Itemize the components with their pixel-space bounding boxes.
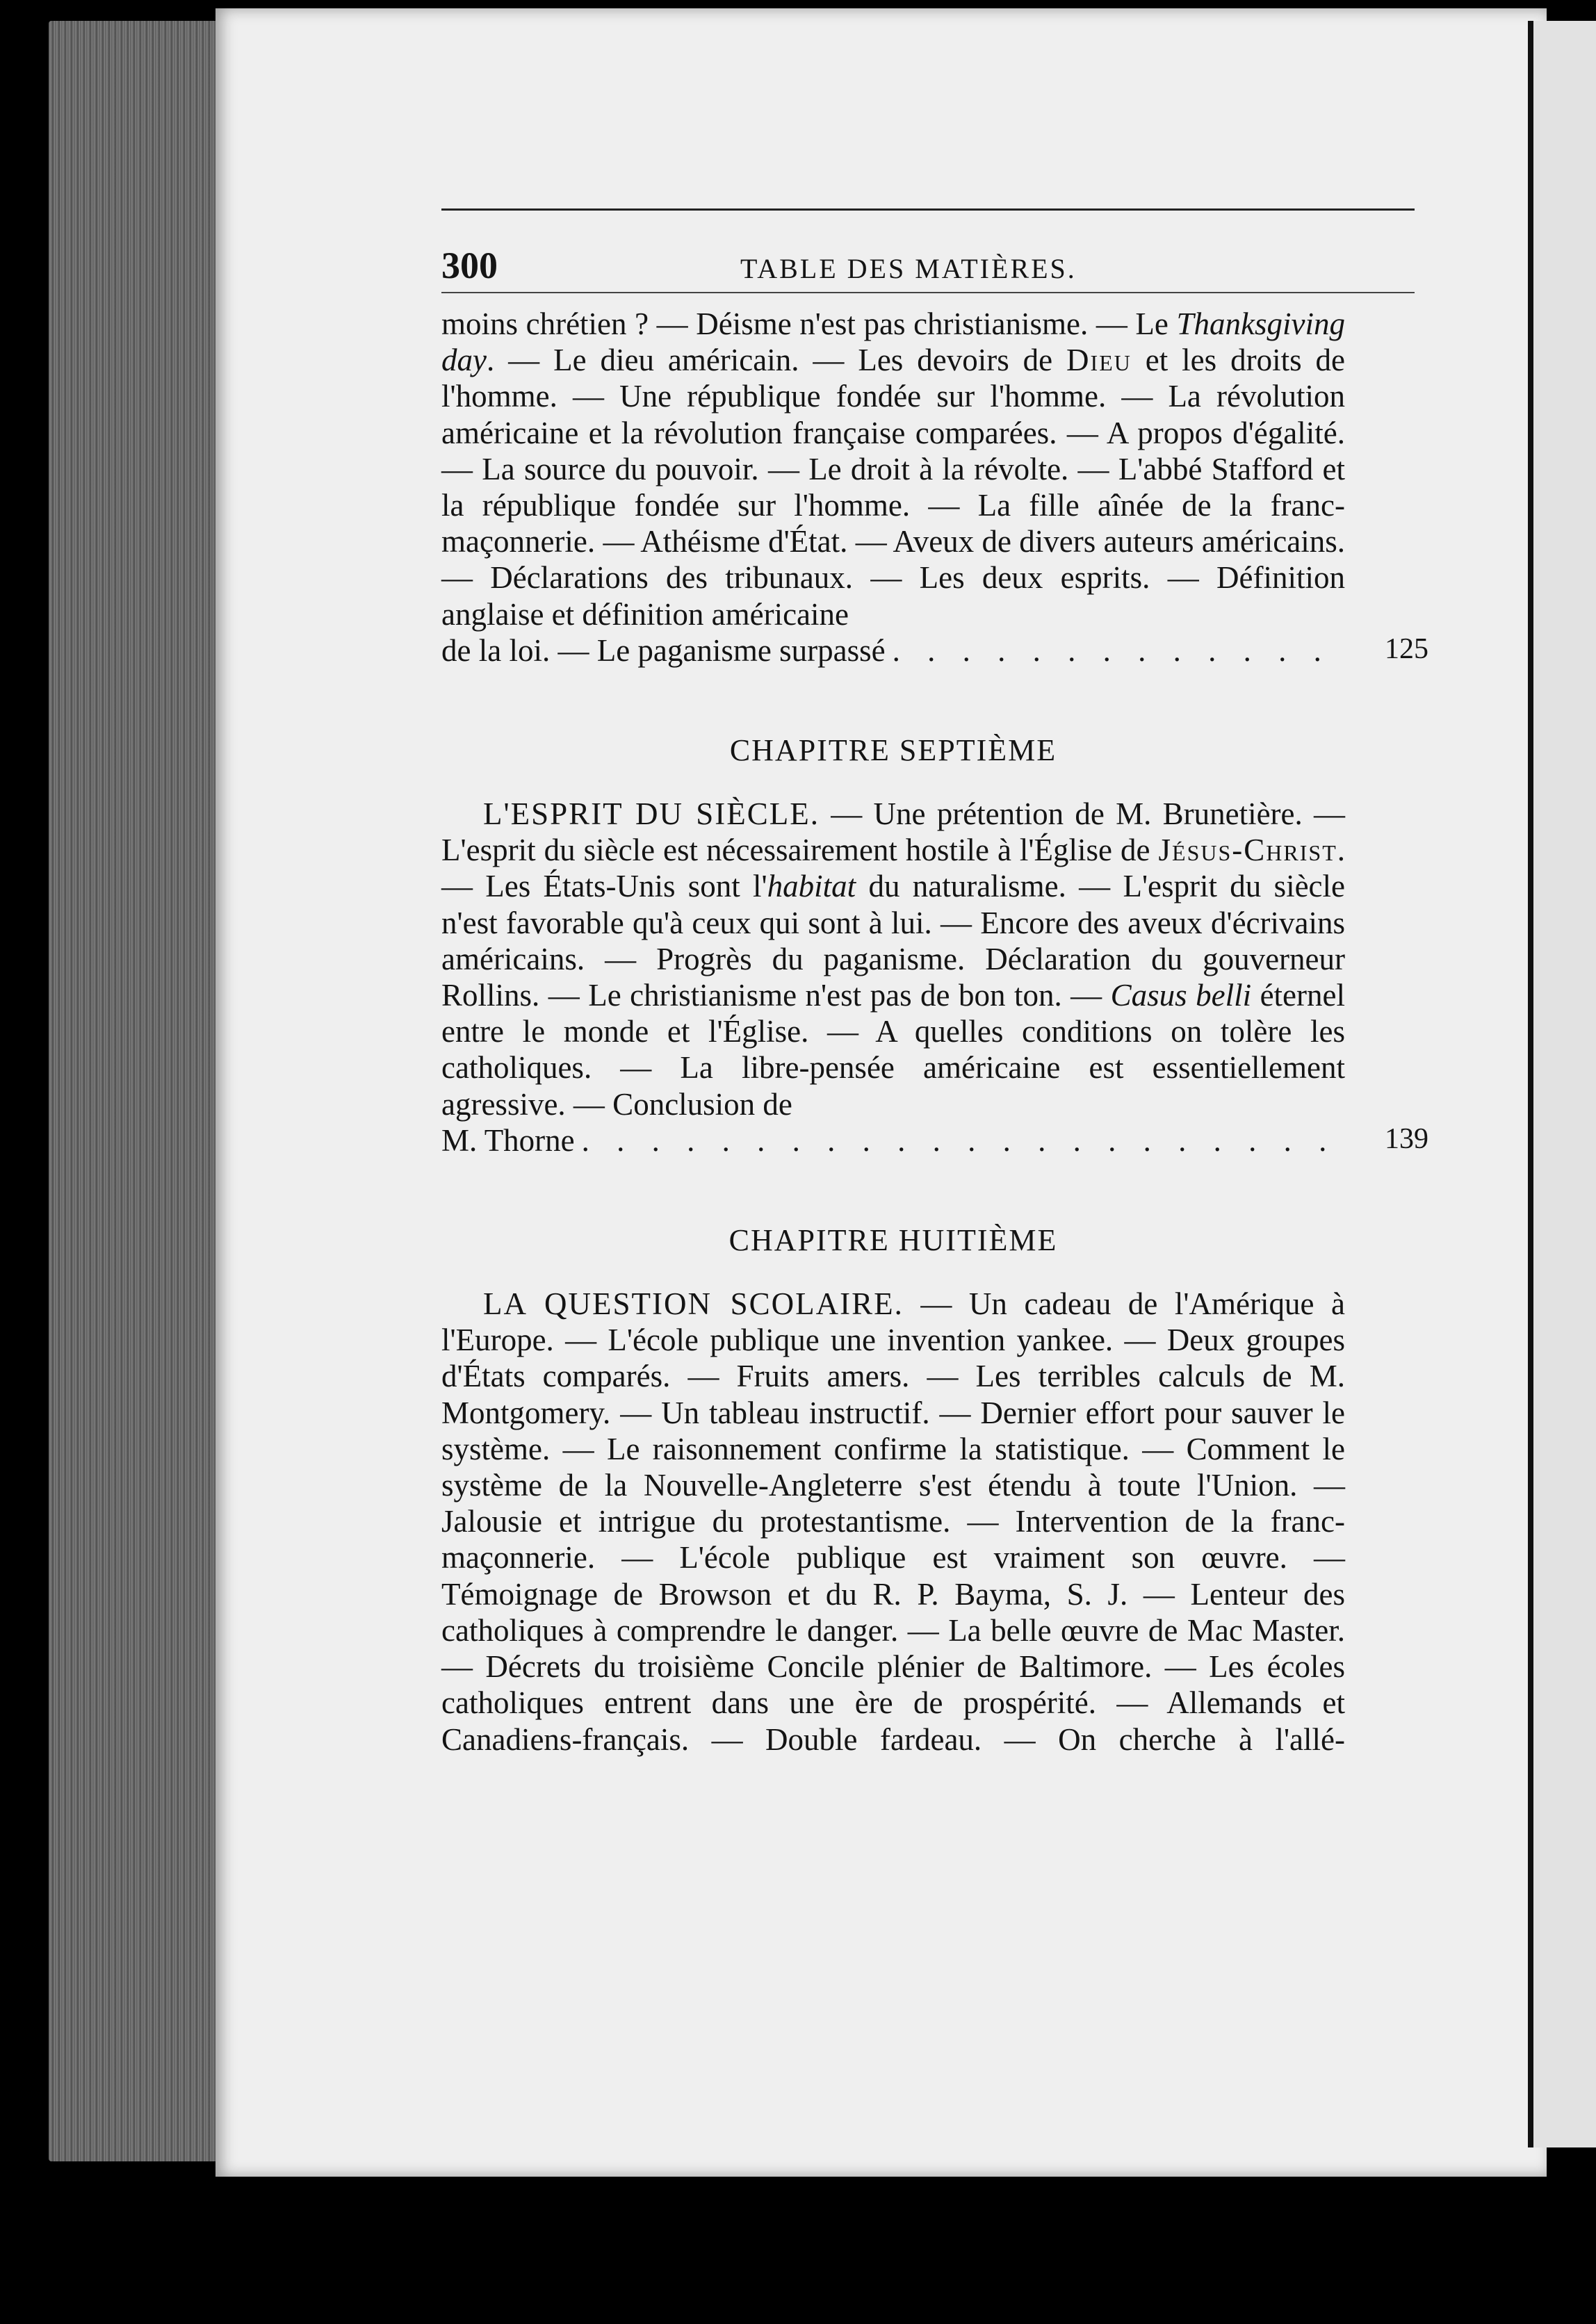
book-page-edges: [49, 21, 229, 2161]
entry-italic: habitat: [767, 869, 856, 904]
toc-page-ref: 139: [1385, 1122, 1428, 1155]
entry-text: du naturalisme. — L'esprit du siècle n'est favorable qu'à ceux qui sont à lui. — Encore des aveux d'écrivains américains. — Progrès du paganisme. Déclaration du gouverneur Rollins. — Le christianisme n'est pas de bon ton. —: [441, 869, 1346, 1013]
entry-text: et les droits de l'homme. — Une république fondée sur l'homme. — La révolution américaine et la révolution française comparées. — A propos d'égalité. — La source du pouvoir. — Le droit à la révolte. — L'abbé Stafford et la république fondée sur l'homme. — La fille aînée de la franc-maçonnerie. — Athéisme d'État. — Aveux de divers auteurs américains. — Déclarations des tribunaux. — Les deux esprits. — Définition anglaise et définition américaine: [441, 343, 1345, 632]
entry-text: moins chrétien ? — Déisme n'est pas christianisme. — Le: [441, 306, 1177, 341]
entry-smallcaps: Jésus-Christ: [1158, 833, 1337, 868]
toc-entry-chapter-8: [441, 1286, 1345, 1758]
header-bottom-rule: [441, 292, 1415, 293]
entry-subject: LA QUESTION SCOLAIRE.: [483, 1286, 904, 1322]
toc-entry-chapter-7: [441, 796, 1345, 1122]
leader-dots: [582, 1122, 1345, 1159]
entry-last-text: de la loi. — Le paganisme surpassé: [441, 632, 886, 668]
toc-entry-last-line: [441, 1122, 1428, 1159]
running-header: [441, 211, 1428, 286]
entry-smallcaps: Dieu: [1066, 343, 1132, 378]
page-content: [441, 208, 1428, 1758]
entry-text: — Un cadeau de l'Amérique à l'Europe. — L'école publique une invention yankee. — Deux groupes d'États comparés. — Fruits amers. — Les terribles calculs de M. Montgomery. — Un tableau instructif. — Dernier effort pour sauver le système. — Le raisonnement confirme la statistique. — Comment le système de la Nouvelle-Angleterre s'est étendu à toute l'Union. — Jalousie et intrigue du protestantisme. — Intervention de la franc-maçonnerie. — L'école publique est vraiment son œuvre. — Témoignage de Browson et du R. P. Bayma, S. J. — Lenteur des catholiques à comprendre le danger. — La belle œuvre de Mac Master. — Décrets du troisième Concile plénier de Baltimore. — Les écoles catholiques entrent dans une ère de prospérité. — Allemands et Canadiens-français. — Double fardeau. — On cherche à l'allé-: [441, 1286, 1345, 1757]
entry-text: . — Le dieu américain. — Les devoirs de: [486, 343, 1067, 378]
leader-dots: [893, 632, 1345, 669]
chapter-heading-7: CHAPITRE SEPTIÈME: [729, 733, 1057, 768]
facing-page-edge: [1528, 21, 1596, 2147]
page-number: 300: [441, 245, 498, 286]
entry-text: — Une prétention de M. Brunetière. — L'esprit du siècle est nécessairement hostile à l'Église de: [441, 796, 1345, 868]
entry-subject: L'ESPRIT DU SIÈCLE.: [483, 796, 820, 832]
entry-italic: Casus belli: [1110, 978, 1252, 1013]
entry-last-text: M. Thorne: [441, 1122, 575, 1158]
toc-entry-last-line: [441, 632, 1428, 669]
toc-entry-chapter-6-continued: [441, 306, 1345, 632]
chapter-heading-8: CHAPITRE HUITIÈME: [728, 1223, 1058, 1258]
running-title: TABLE DES MATIÈRES.: [740, 253, 1077, 284]
toc-page-ref: 125: [1385, 632, 1428, 665]
entry-text: . — Les États-Unis sont l': [441, 833, 1345, 904]
entry-text: éternel entre le monde et l'Église. — A quelles conditions on tolère les catholiques. — La libre-pensée américaine est essentiellement agressive. — Conclusion de: [441, 978, 1345, 1122]
entry-italic: Thanksgiving day: [441, 306, 1345, 378]
